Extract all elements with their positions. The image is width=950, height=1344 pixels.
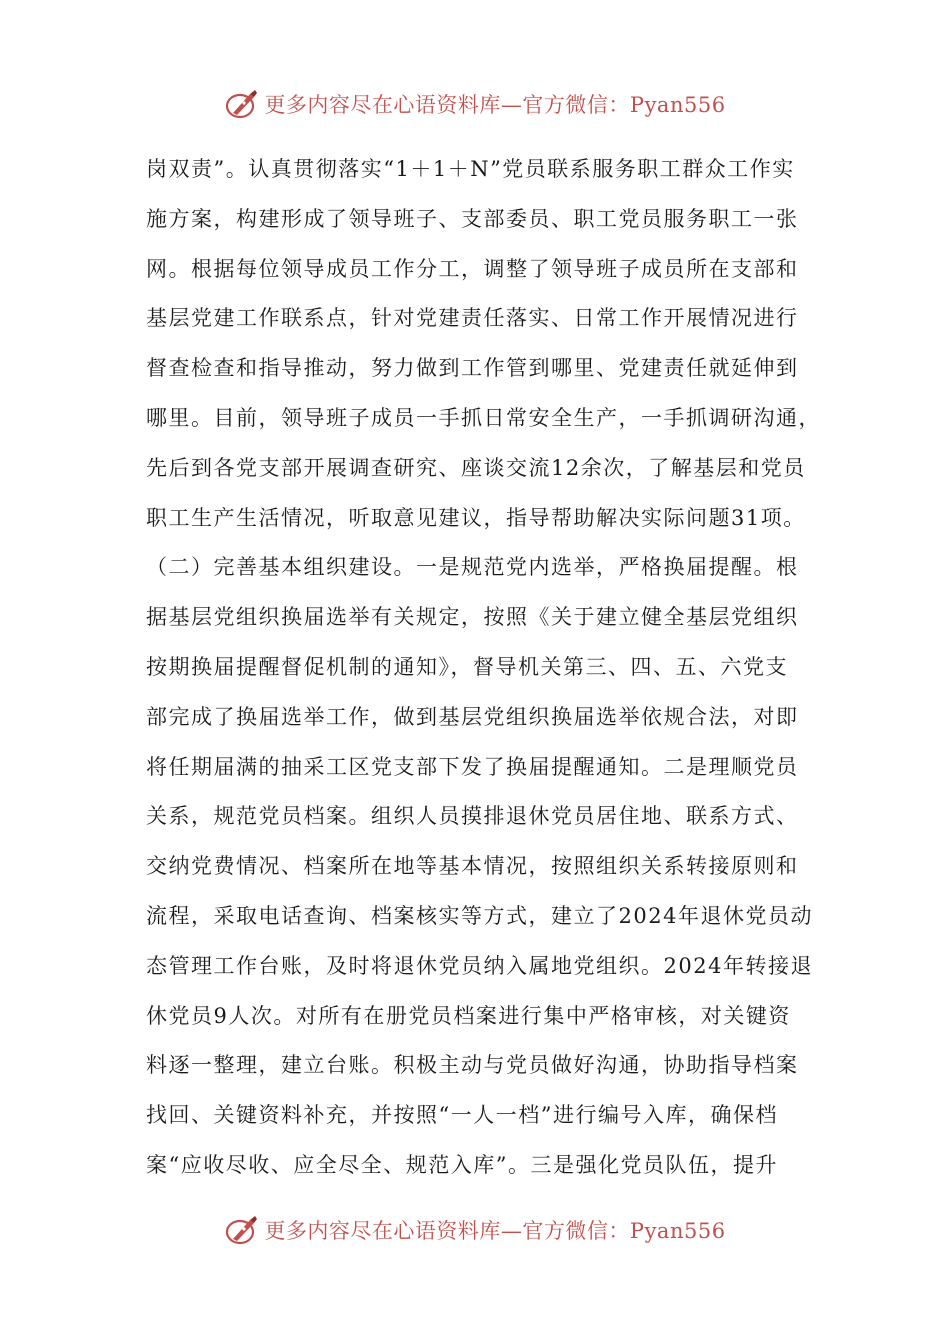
text-line: 先后到各党支部开展调查研究、座谈交流12余次，了解基层和党员 bbox=[146, 455, 806, 480]
text-line: 流程，采取电话查询、档案核实等方式，建立了2024年退休党员动 bbox=[146, 903, 813, 928]
text-line: 关系，规范党员档案。组织人员摸排退休党员居住地、联系方式、 bbox=[146, 804, 799, 829]
text-line: 交纳党费情况、档案所在地等基本情况，按照组织关系转接原则和 bbox=[146, 854, 799, 879]
text-line: 部完成了换届选举工作，做到基层党组织换届选举依规合法，对即 bbox=[146, 704, 799, 729]
text-line: 找回、关键资料补充，并按照“一人一档”进行编号入库，确保档 bbox=[146, 1103, 778, 1128]
text-line: 督查检查和指导推动，努力做到工作管到哪里、党建责任就延伸到 bbox=[146, 356, 799, 381]
text-line: 态管理工作台账，及时将退休党员纳入属地党组织。2024年转接退 bbox=[146, 953, 813, 978]
text-line: 按期换届提醒督促机制的通知》，督导机关第三、四、五、六党支 bbox=[146, 654, 788, 679]
text-line: 料逐一整理，建立台账。积极主动与党员做好沟通，协助指导档案 bbox=[146, 1053, 799, 1078]
pen-nib-logo-icon bbox=[224, 86, 260, 122]
pen-nib-logo-icon bbox=[224, 1212, 260, 1248]
text-line: 施方案，构建形成了领导班子、支部委员、职工党员服务职工一张 bbox=[146, 206, 799, 231]
text-line: 职工生产生活情况，听取意见建议，指导帮助解决实际问题31项。 bbox=[146, 505, 806, 530]
banner-text: 更多内容尽在心语资料库—官方微信：Pyan556 bbox=[264, 1219, 726, 1243]
banner-text: 更多内容尽在心语资料库—官方微信：Pyan556 bbox=[264, 93, 726, 117]
text-line: 休党员9人次。对所有在册党员档案进行集中严格审核，对关键资 bbox=[146, 1003, 791, 1028]
text-line: 案“应收尽收、应全尽全、规范入库”。三是强化党员队伍，提升 bbox=[146, 1152, 778, 1177]
document-body bbox=[146, 148, 821, 1194]
header-banner bbox=[0, 84, 950, 124]
text-line: 哪里。目前，领导班子成员一手抓日常安全生产，一手抓调研沟通， bbox=[146, 405, 821, 430]
text-line: 岗双责”。认真贯彻落实“1＋1＋N”党员联系服务职工群众工作实 bbox=[146, 157, 795, 181]
footer-banner bbox=[0, 1210, 950, 1250]
text-line: 将任期届满的抽采工区党支部下发了换届提醒通知。二是理顺党员 bbox=[146, 754, 799, 779]
text-line: 据基层党组织换届选举有关规定，按照《关于建立健全基层党组织 bbox=[146, 605, 799, 630]
section-heading-line: （二）完善基本组织建设。一是规范党内选举，严格换届提醒。根 bbox=[146, 555, 799, 580]
text-line: 基层党建工作联系点，针对党建责任落实、日常工作开展情况进行 bbox=[146, 306, 799, 331]
text-line: 网。根据每位领导成员工作分工，调整了领导班子成员所在支部和 bbox=[146, 256, 799, 281]
